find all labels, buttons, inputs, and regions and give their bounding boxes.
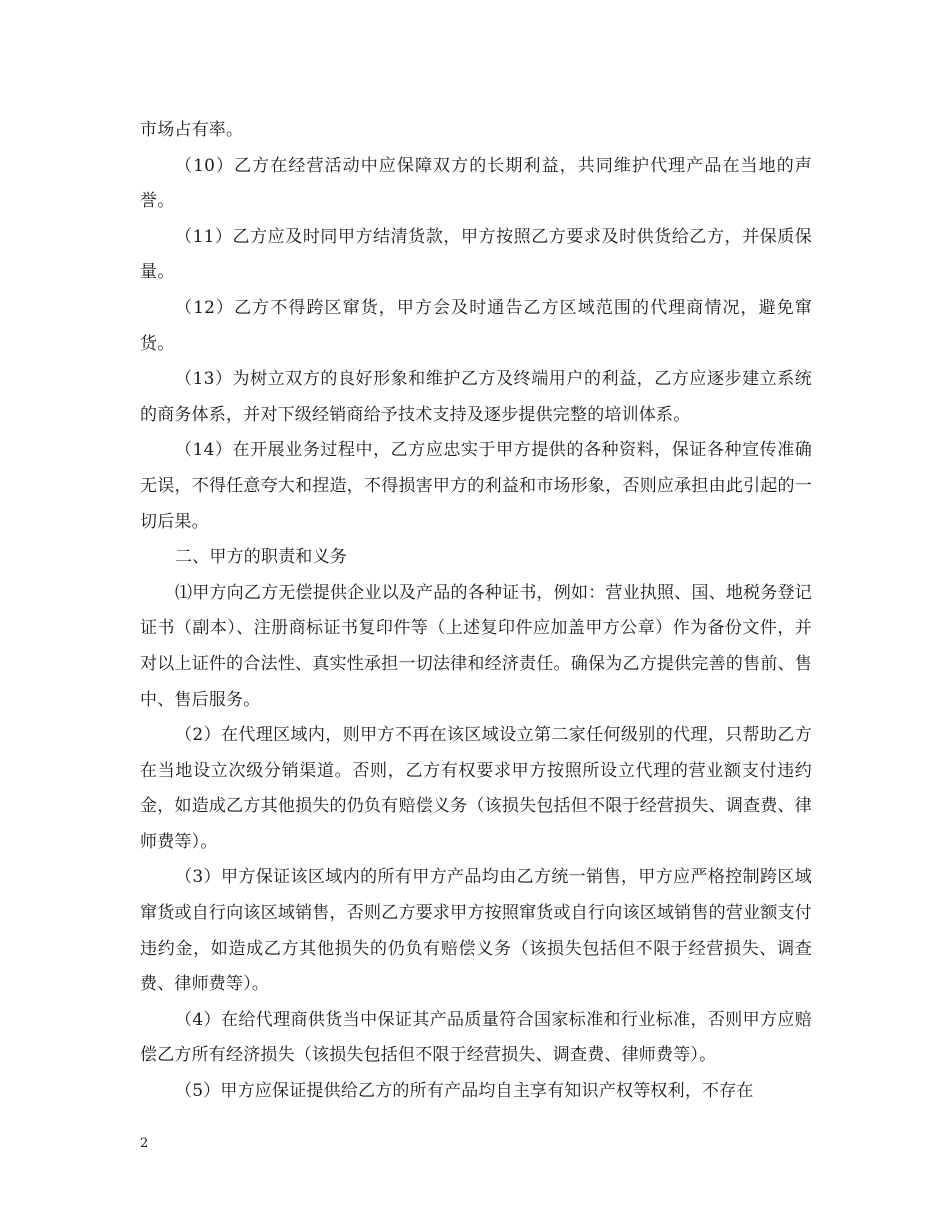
paragraph-item-a1: ⑴甲方向乙方无偿提供企业以及产品的各种证书，例如：营业执照、国、地税务登记证书（副本）、注册商标证书复印件等（上述复印件应加盖甲方公章）作为备份文件，并对以上证件的合法性、真实性承担一切法律和经济责任。确保为乙方提供完善的售前、售中、售后服务。 bbox=[140, 582, 812, 710]
paragraph-item-a2: （2）在代理区域内，则甲方不再在该区域设立第二家任何级别的代理，只帮助乙方在当地设立次级分销渠道。否则，乙方有权要求甲方按照所设立代理的营业额支付违约金，如造成乙方其他损失的仍负有赔偿义务（该损失包括但不限于经营损失、调查费、律师费等）。 bbox=[140, 725, 812, 852]
section-heading-party-a-duties: 二、甲方的职责和义务 bbox=[175, 547, 347, 568]
paragraph-item-10: （10）乙方在经营活动中应保障双方的长期利益，共同维护代理产品在当地的声誉。 bbox=[140, 155, 812, 212]
paragraph-continuation: 市场占有率。 bbox=[140, 120, 244, 140]
paragraph-item-11: （11）乙方应及时同甲方结清货款，甲方按照乙方要求及时供货给乙方，并保质保量。 bbox=[140, 226, 812, 283]
paragraph-item-12: （12）乙方不得跨区窜货，甲方会及时通告乙方区域范围的代理商情况，避免窜货。 bbox=[140, 297, 812, 354]
paragraph-item-13: （13）为树立双方的良好形象和维护乙方及终端用户的利益，乙方应逐步建立系统的商务体系，并对下级经销商给予技术支持及逐步提供完整的培训体系。 bbox=[140, 369, 812, 425]
page-number: 2 bbox=[140, 1136, 149, 1151]
paragraph-item-a4: （4）在给代理商供货当中保证其产品质量符合国家标准和行业标准，否则甲方应赔偿乙方所有经济损失（该损失包括但不限于经营损失、调查费、律师费等）。 bbox=[140, 1009, 812, 1066]
paragraph-item-14: （14）在开展业务过程中，乙方应忠实于甲方提供的各种资料，保证各种宣传准确无误，不得任意夸大和捏造，不得损害甲方的利益和市场形象，否则应承担由此引起的一切后果。 bbox=[140, 440, 812, 532]
paragraph-item-a5: （5）甲方应保证提供给乙方的所有产品均自主享有知识产权等权利，不存在 bbox=[175, 1081, 754, 1102]
paragraph-item-a3: （3）甲方保证该区域内的所有甲方产品均由乙方统一销售，甲方应严格控制跨区域窜货或自行向该区域销售，否则乙方要求甲方按照窜货或自行向该区域销售的营业额支付违约金，如造成乙方其他损失的仍负有赔偿义务（该损失包括但不限于经营损失、调查费、律师费等）。 bbox=[140, 867, 812, 995]
document-body bbox=[140, 113, 812, 1110]
